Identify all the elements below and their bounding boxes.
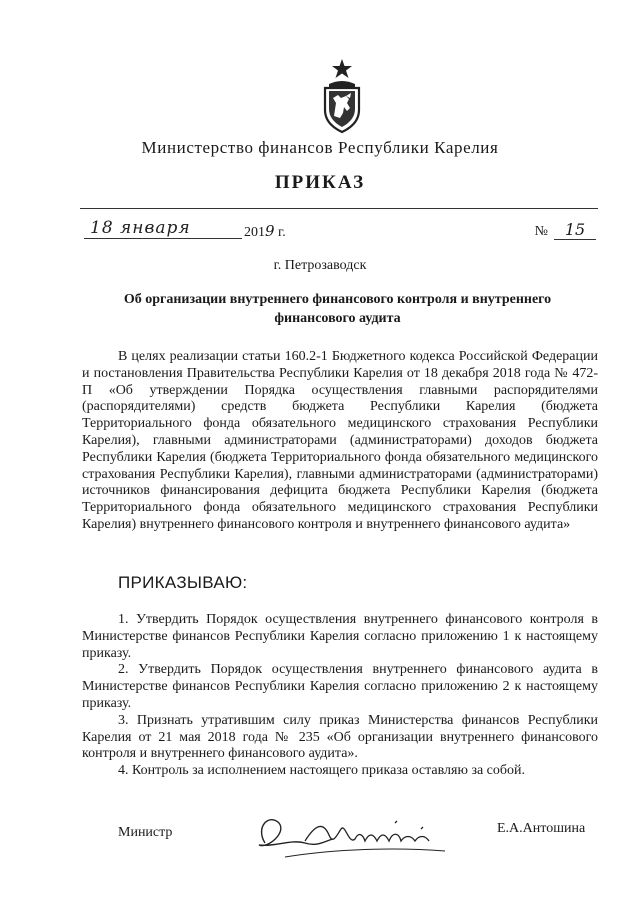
karelia-coat-of-arms-icon — [319, 58, 365, 134]
order-items — [82, 612, 598, 780]
handwritten-date: 18 января — [84, 218, 242, 239]
year — [244, 222, 286, 241]
year-prefix: 201 — [244, 225, 265, 240]
preamble-paragraph: В целях реализации статьи 160.2-1 Бюджетного кодекса Российской Федерации и постановления Правительства Республики Карелия от 18 декабря 2018 года № 472-П «Об утверждении Порядка осуществления главными распорядителями (распорядителями) средств бюджета Республики Карелия (бюджета Территориального фонда обязательного медицинского страхования Республики Карелия), главными администраторами (администраторами) доходов бюджета Республики Карелия (бюджета Территориального фонда обязательного медицинского страхования Республики Карелия), главными администраторами (администраторами) источников финансирования дефицита бюджета Республики Карелия (бюджета Территориального фонда обязательного медицинского страхования Республики Карелия) внутреннего финансового контроля и внутреннего финансового аудита» — [82, 349, 598, 532]
signatory-title: Министр — [118, 825, 173, 840]
date-number-line — [82, 218, 598, 248]
city: г. Петрозаводск — [273, 258, 367, 273]
order-item: 3. Признать утратившим силу приказ Министерства финансов Республики Карелия от 21 мая 2018 года № 235 «Об организации внутреннего финансового контроля и внутреннего финансового аудита». — [82, 712, 598, 762]
year-digit-handwritten: 9 — [265, 222, 275, 240]
year-suffix: г. — [274, 225, 286, 240]
number-label: № — [534, 224, 548, 239]
document-type-title: ПРИКАЗ — [274, 172, 366, 193]
ministry-name: Министерство финансов Республики Карелия — [141, 138, 499, 157]
order-item: 2. Утвердить Порядок осуществления внутреннего финансового аудита в Министерстве финансов Республики Карелия согласно приложению 2 к настоящему приказу. — [82, 662, 598, 711]
order-number — [535, 220, 596, 240]
order-item: 4. Контроль за исполнением настоящего приказа оставляю за собой. — [118, 763, 526, 779]
header-divider — [80, 208, 598, 209]
signatory-name: Е.А.Антошина — [497, 821, 586, 836]
order-subject: Об организации внутреннего финансового контроля и внутреннего финансового аудита — [123, 292, 552, 326]
order-item: 1. Утвердить Порядок осуществления внутреннего финансового контроля в Министерстве финансов Республики Карелия согласно приложению 1 к настоящему приказу. — [82, 612, 598, 661]
handwritten-signature — [245, 805, 460, 865]
ordering-word: ПРИКАЗЫВАЮ: — [118, 573, 248, 592]
number-handwritten: 15 — [554, 220, 596, 240]
